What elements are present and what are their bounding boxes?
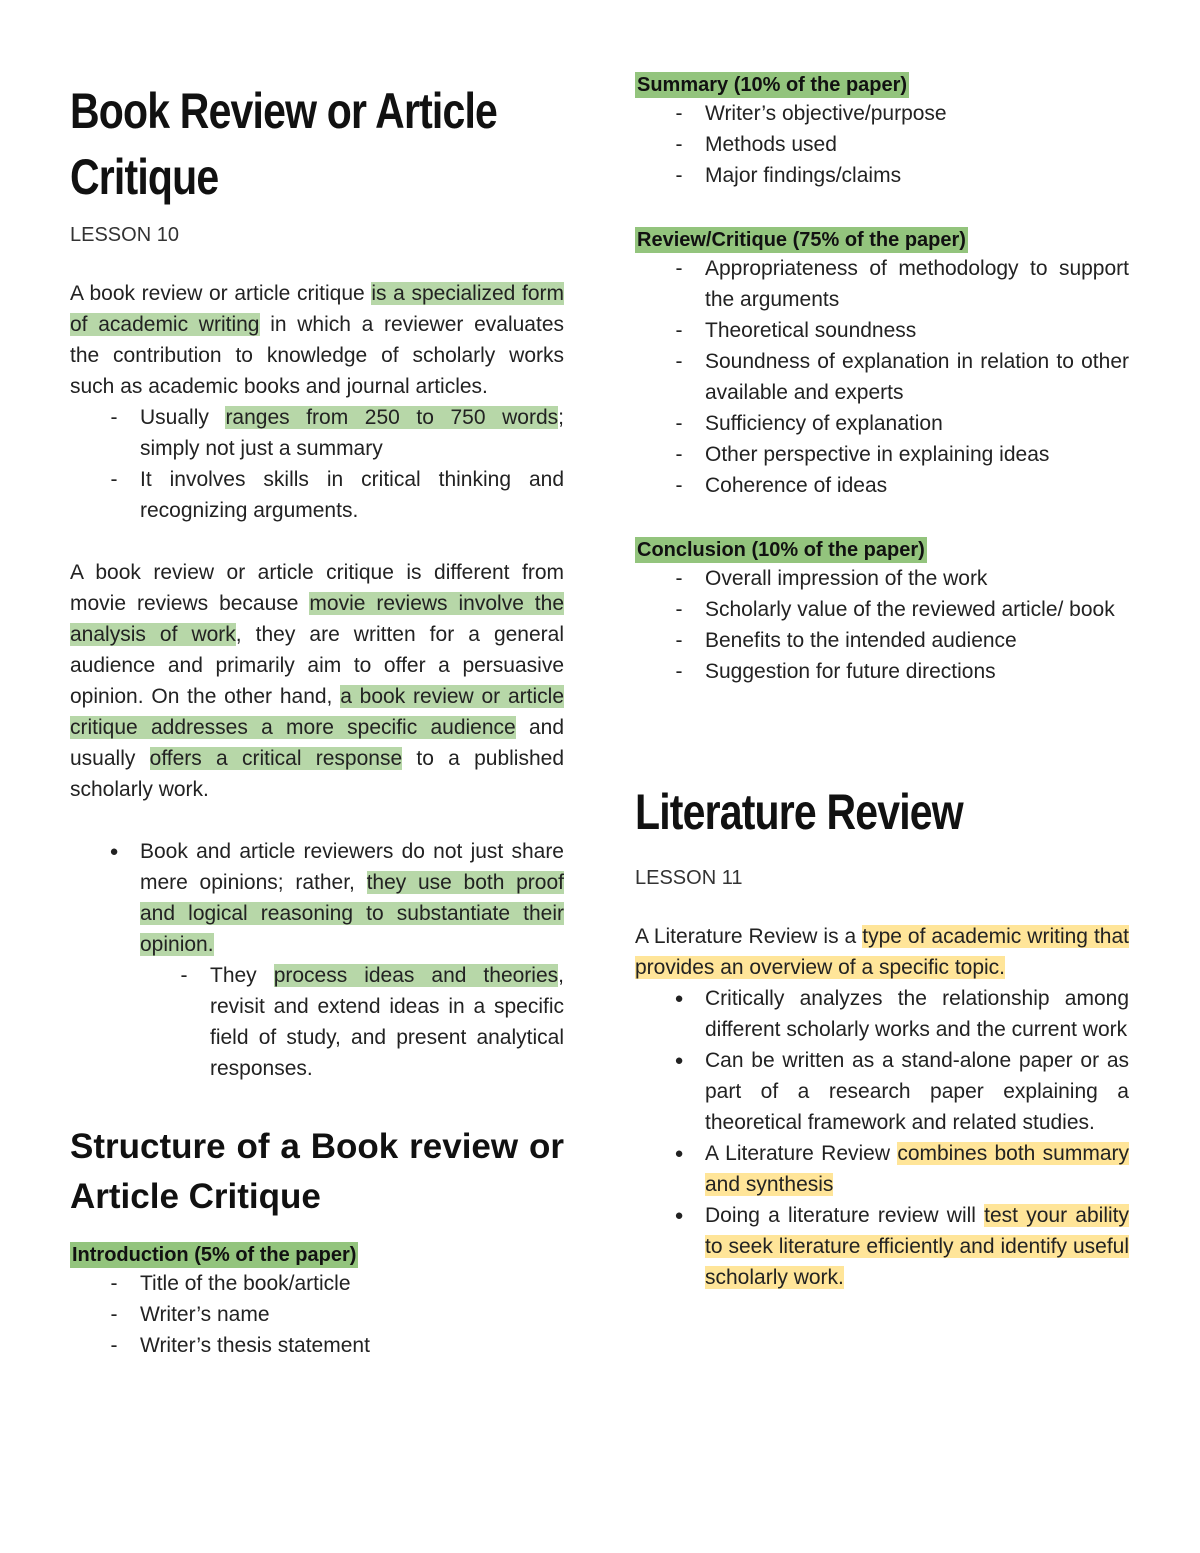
list-item (635, 253, 1129, 315)
list-item (70, 836, 564, 960)
conclusion-list (635, 563, 1129, 687)
dash-marker: - (675, 319, 683, 342)
highlight: combines both summary and synthesis (705, 1142, 1129, 1196)
text: Title of the book/article (140, 1272, 351, 1295)
lesson-label: LESSON 11 (635, 867, 743, 889)
text: Methods used (705, 133, 837, 156)
text: Suggestion for future directions (705, 660, 996, 683)
list-item (635, 160, 1129, 191)
lesson-label: LESSON 10 (70, 224, 179, 246)
introduction-label: Introduction (5% of the paper) (72, 1244, 357, 1266)
text: Book and article reviewers do not just share mere opinions; rather, (140, 840, 564, 894)
highlight: is a specialized form of academic writing (70, 282, 564, 336)
list-item (635, 129, 1129, 160)
dash-marker: - (675, 598, 683, 621)
text: A book review or article critique (70, 282, 372, 305)
text: , they are written for a general audience and primarily aim to offer a persuasive opinion. On the other hand, (70, 623, 564, 708)
highlight: movie reviews involve the analysis of work (70, 592, 564, 646)
list-item (635, 1200, 1129, 1293)
bullet-marker: ● (674, 990, 684, 1007)
list-item (635, 625, 1129, 656)
list-item (635, 656, 1129, 687)
text: Writer’s name (140, 1303, 270, 1326)
dash-marker: - (110, 1334, 118, 1357)
highlight: ranges from 250 to 750 words (225, 406, 559, 429)
text: Can be written as a stand-alone paper or as part of a research paper explaining a theoretical framework and related studies. (705, 1049, 1129, 1134)
highlight: offers a critical response (149, 747, 403, 770)
text: Critically analyzes the relationship among different scholarly works and the current work (705, 987, 1129, 1041)
reviewer-sub-list (70, 960, 564, 1084)
literature-definition-paragraph (635, 921, 1129, 983)
literature-bullet-list (635, 983, 1129, 1293)
text: Other perspective in explaining ideas (705, 443, 1050, 466)
text: Overall impression of the work (705, 567, 988, 590)
dash-marker: - (675, 257, 683, 280)
list-item (635, 346, 1129, 408)
main-title-line2: Critique (70, 149, 219, 205)
dash-marker: - (675, 133, 683, 156)
text: Doing a literature review will (705, 1204, 985, 1227)
text: Appropriateness of methodology to support the arguments (705, 257, 1129, 311)
dash-marker: - (675, 412, 683, 435)
main-title-line1: Book Review or Article (70, 83, 498, 139)
list-item (635, 594, 1129, 625)
summary-list (635, 98, 1129, 191)
introduction-list (70, 1268, 564, 1361)
bullet-marker: ● (109, 843, 119, 860)
highlight: type of academic writing that provides an overview of a specific topic. (635, 925, 1129, 979)
bullet-marker: ● (674, 1052, 684, 1069)
text: Writer’s objective/purpose (705, 102, 947, 125)
dash-marker: - (180, 964, 188, 987)
list-item (70, 1268, 564, 1299)
text: A book review or article critique is different from movie reviews because (70, 561, 564, 615)
right-column (635, 0, 1129, 1293)
dash-marker: - (675, 474, 683, 497)
review-critique-list (635, 253, 1129, 501)
highlight: test your ability to seek literature efficiently and identify useful scholarly work. (705, 1204, 1129, 1289)
dash-marker: - (110, 406, 118, 429)
structure-heading: Structure of a Book review or Article Critique (70, 1127, 564, 1216)
dash-marker: - (110, 468, 118, 491)
comparison-paragraph (70, 557, 564, 805)
list-item (635, 983, 1129, 1045)
text: Theoretical soundness (705, 319, 917, 342)
text: A Literature Review is a (635, 925, 863, 948)
highlight: they use both proof and logical reasoning to substantiate their opinion. (140, 871, 564, 956)
text: A Literature Review (705, 1142, 898, 1165)
bullet-marker: ● (674, 1145, 684, 1162)
definition-paragraph (70, 278, 564, 402)
text: ; simply not just a summary (140, 406, 564, 460)
summary-label: Summary (10% of the paper) (637, 74, 908, 96)
definition-dash-list (70, 402, 564, 526)
review-critique-label: Review/Critique (75% of the paper) (637, 229, 966, 251)
dash-marker: - (110, 1272, 118, 1295)
list-item (635, 439, 1129, 470)
bullet-marker: ● (674, 1207, 684, 1224)
text: Usually (140, 406, 226, 429)
text: Benefits to the intended audience (705, 629, 1017, 652)
list-item (635, 408, 1129, 439)
text: Coherence of ideas (705, 474, 888, 497)
list-item (70, 960, 564, 1084)
highlight: process ideas and theories (273, 964, 559, 987)
list-item (70, 1330, 564, 1361)
text: Soundness of explanation in relation to other available and experts (705, 350, 1129, 404)
text: and usually (70, 716, 565, 770)
list-item (635, 1138, 1129, 1200)
highlight: a book review or article critique addresses a more specific audience (70, 685, 564, 739)
list-item (70, 402, 564, 464)
text: in which a reviewer evaluates the contribution to knowledge of scholarly works such as academic books and journal articles. (70, 313, 565, 398)
text: It involves skills in critical thinking and recognizing arguments. (140, 468, 564, 522)
list-item (70, 1299, 564, 1330)
text: Writer’s thesis statement (140, 1334, 370, 1357)
list-item (635, 470, 1129, 501)
text: They (210, 964, 274, 987)
list-item (635, 98, 1129, 129)
list-item (635, 1045, 1129, 1138)
literature-review-title: Literature Review (635, 784, 963, 840)
dash-marker: - (675, 629, 683, 652)
text: to a published scholarly work. (70, 747, 565, 801)
list-item (635, 563, 1129, 594)
dash-marker: - (110, 1303, 118, 1326)
list-item (70, 464, 564, 526)
text: , revisit and extend ideas in a specific field of study, and present analytical responses. (210, 964, 564, 1080)
list-item (635, 315, 1129, 346)
dash-marker: - (675, 164, 683, 187)
dash-marker: - (675, 660, 683, 683)
text: Scholarly value of the reviewed article/ book (705, 598, 1115, 621)
dash-marker: - (675, 443, 683, 466)
reviewer-bullet-list (70, 836, 564, 960)
text: Sufficiency of explanation (705, 412, 943, 435)
text: Major findings/claims (705, 164, 902, 187)
dash-marker: - (675, 350, 683, 373)
dash-marker: - (675, 102, 683, 125)
dash-marker: - (675, 567, 683, 590)
conclusion-label: Conclusion (10% of the paper) (637, 539, 925, 561)
left-column (70, 0, 564, 1361)
